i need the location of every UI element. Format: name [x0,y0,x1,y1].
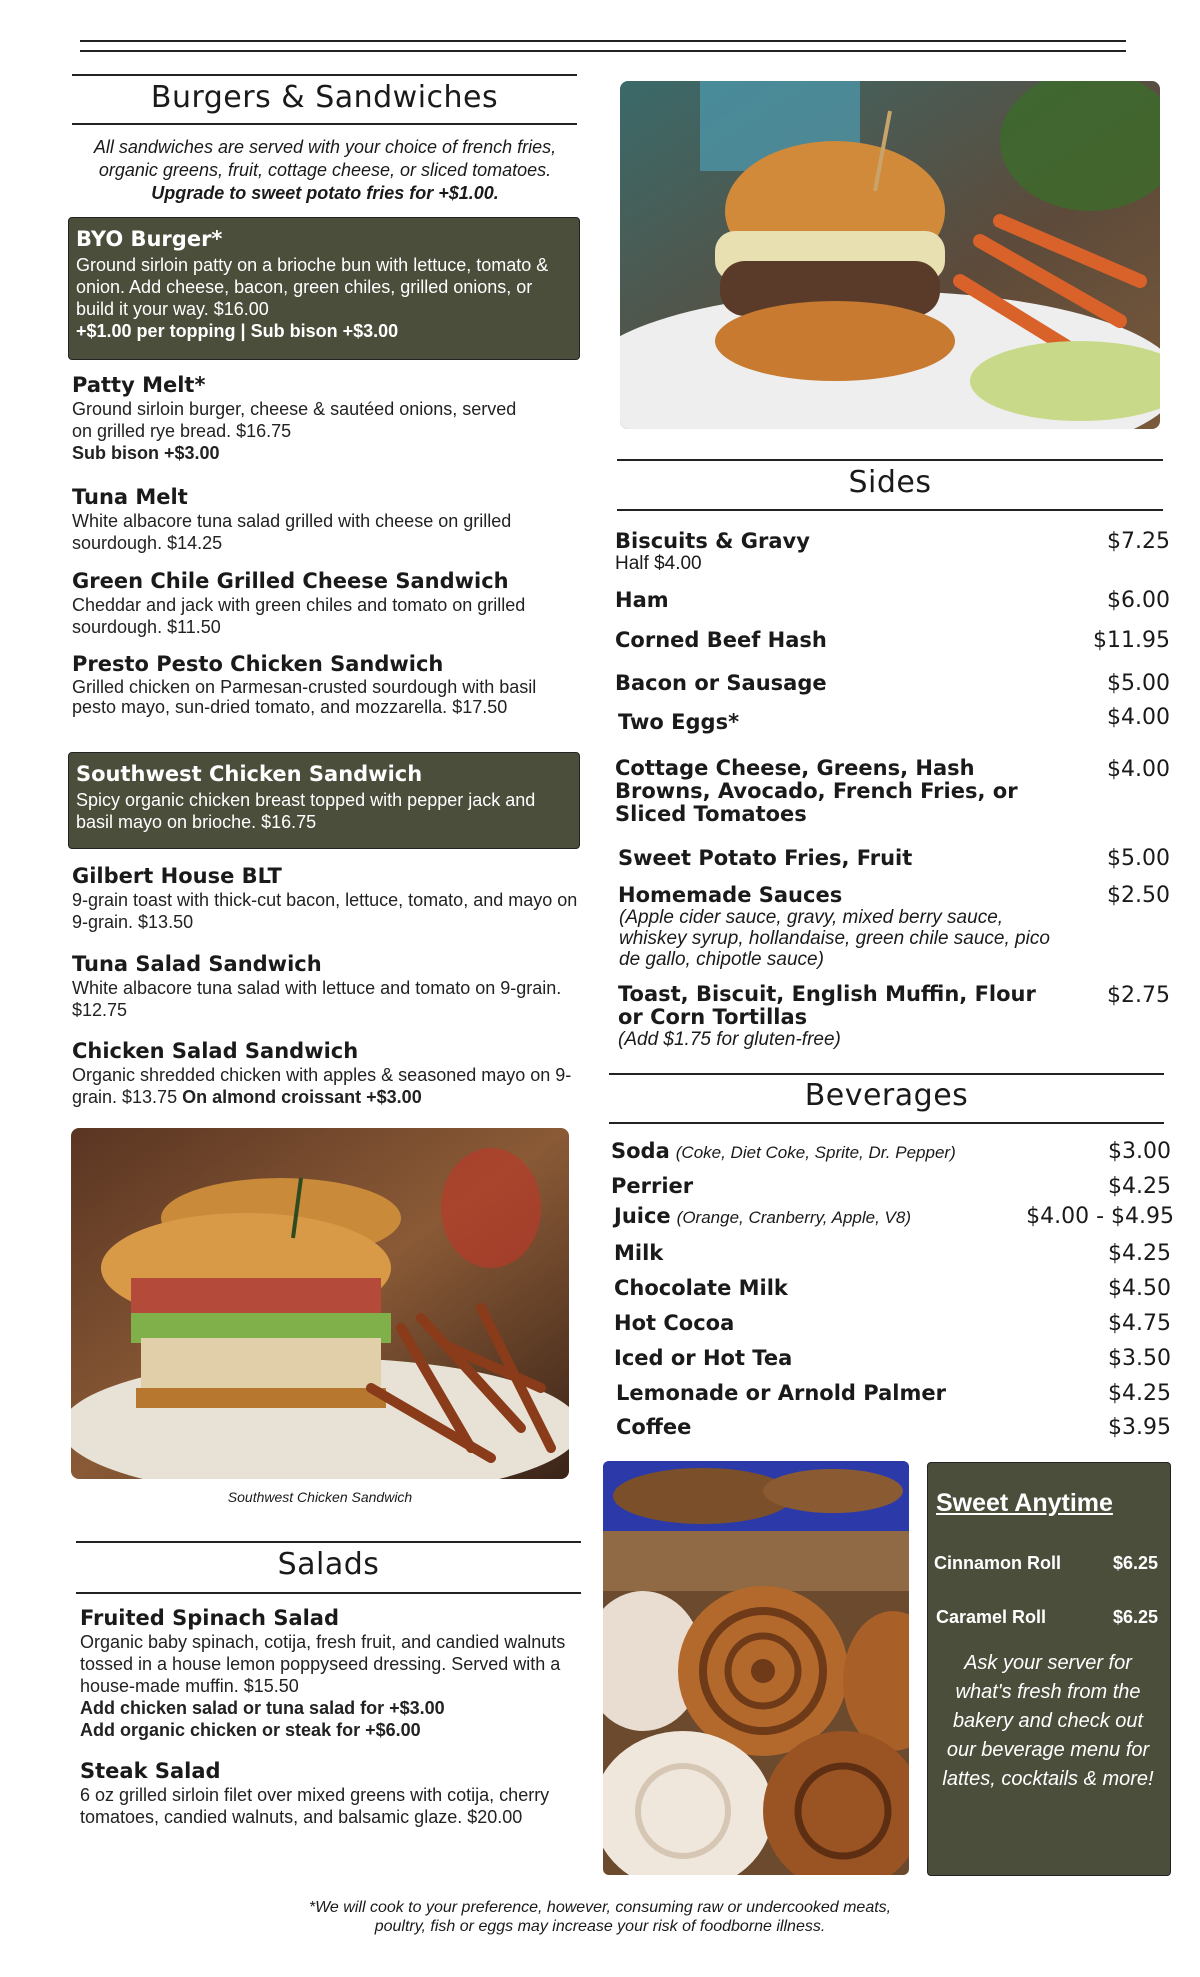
side-price: $7.25 [1107,529,1170,554]
menu-item [72,651,582,717]
item-desc: Cheddar and jack with green chiles and tomato on grilled sourdough. $11.50 [72,595,526,637]
bev-name: Coffee [616,1415,692,1439]
sweet-item-name: Cinnamon Roll [934,1553,1061,1573]
side-name: Sweet Potato Fries, Fruit [618,846,913,870]
sweet-item [934,1553,1158,1574]
bev-note: (Coke, Diet Coke, Sprite, Dr. Pepper) [675,1143,956,1162]
side-item [615,846,1170,870]
burger-photo [620,81,1160,429]
bev-name: Perrier [611,1174,694,1198]
side-price: $6.00 [1107,588,1170,613]
side-price: $2.50 [1107,883,1170,908]
side-name: Two Eggs* [618,710,740,734]
item-name: Presto Pesto Chicken Sandwich [72,652,444,676]
bev-name: Hot Cocoa [614,1311,735,1335]
burgers-rule-bottom [72,123,577,125]
southwest-chicken-sandwich-photo [71,1128,569,1479]
photo-caption: Southwest Chicken Sandwich [227,1489,413,1505]
item-desc: Spicy organic chicken breast topped with pepper jack and basil mayo on brioche. $16.75 [76,790,536,832]
salads-title: Salads [277,1547,380,1582]
side-price: $4.00 [1107,705,1170,730]
sides-rule-bottom [617,509,1163,511]
footer-line: poultry, fish or eggs may increase your risk of foodborne illness. [374,1918,826,1935]
bev-name: Lemonade or Arnold Palmer [616,1381,946,1405]
item-name: Fruited Spinach Salad [80,1606,340,1630]
side-sub: (Add $1.75 for gluten-free) [618,1029,841,1050]
menu-item [72,568,572,638]
burgers-rule-top [72,74,577,76]
item-name: Tuna Melt [72,485,188,509]
burgers-intro [60,136,590,205]
side-name: Bacon or Sausage [615,671,827,695]
menu-item [80,1605,585,1741]
menu-item [72,484,572,554]
item-extra: On almond croissant +$3.00 [182,1087,422,1107]
menu-item [72,1038,592,1108]
beverages-rule-bottom [609,1122,1164,1124]
intro-line: All sandwiches are served with your choice of french fries, [93,137,557,157]
item-desc: White albacore tuna salad grilled with cheese on grilled sourdough. $14.25 [72,511,512,553]
item-desc: Ground sirloin patty on a brioche bun with lettuce, tomato & onion. Add cheese, bacon, green chiles, grilled onions, or build it your way. $16.00 [76,255,549,319]
sweet-item [936,1607,1158,1628]
sweet-item-price: $6.25 [1112,1553,1158,1573]
beverage-item [611,1174,1171,1202]
item-desc-text: Organic shredded chicken with apples & seasoned mayo on 9-grain. $13.75 [72,1065,572,1107]
sweet-note: Ask your server for what's fresh from the bakery and check out our beverage menu for lattes, cocktails & more! [942,1652,1154,1790]
footer-disclaimer [150,1898,1050,1936]
bev-price: $4.25 [1108,1174,1171,1199]
bev-price: $4.75 [1108,1311,1171,1336]
item-extra: Add organic chicken or steak for +$6.00 [80,1720,421,1740]
sweet-item-price: $6.25 [1112,1607,1158,1627]
side-item [615,588,1170,612]
side-price: $5.00 [1107,846,1170,871]
item-extra: Add chicken salad or tuna salad for +$3.00 [80,1698,445,1718]
item-name: Tuna Salad Sandwich [72,952,322,976]
item-desc: White albacore tuna salad with lettuce and tomato on 9-grain. $12.75 [72,978,562,1020]
side-price: $5.00 [1107,671,1170,696]
menu-item [72,951,582,1021]
side-item [615,883,1170,970]
beverage-item [611,1415,1171,1443]
sweet-title: Sweet Anytime [936,1489,1113,1517]
bev-price: $3.50 [1108,1346,1171,1371]
beverage-item [611,1204,1174,1232]
sides-title: Sides [848,465,932,500]
item-desc [72,1064,572,1108]
salads-rule-top [76,1541,581,1543]
item-name: Patty Melt* [72,373,206,397]
item-desc: Ground sirloin burger, cheese & sautéed onions, served on grilled rye bread. $16.75 [72,399,517,441]
side-name: Toast, Biscuit, English Muffin, Flour or Corn Tortillas [618,982,1036,1029]
item-extra: +$1.00 per topping | Sub bison +$3.00 [76,321,399,341]
item-desc: 9-grain toast with thick-cut bacon, lettuce, tomato, and mayo on 9-grain. $13.50 [72,890,578,932]
side-name: Corned Beef Hash [615,628,827,652]
beverages-title: Beverages [804,1078,969,1113]
side-item [615,757,1170,826]
side-item [615,983,1170,1051]
sweet-anytime-box [927,1462,1171,1876]
item-extra: Sub bison +$3.00 [72,443,220,463]
beverage-item [611,1276,1171,1304]
item-desc: Organic baby spinach, cotija, fresh fruit, and candied walnuts tossed in a house lemon poppyseed dressing. Served with a house-made muffin. $15.50 [80,1632,566,1696]
footer-line: *We will cook to your preference, however, consuming raw or undercooked meats, [308,1899,892,1916]
side-name: Homemade Sauces [618,883,843,907]
item-desc: Grilled chicken on Parmesan-crusted sourdough with basil pesto mayo, sun-dried tomato, and mozzarella. $17.50 [72,677,537,717]
beverage-item [611,1241,1171,1269]
side-name: Ham [615,588,669,612]
bev-price: $4.25 [1108,1381,1171,1406]
side-item [615,705,1170,734]
side-name: Biscuits & Gravy [615,529,810,553]
side-price: $11.95 [1093,628,1170,653]
side-item [615,671,1170,695]
southwest-chicken-box [68,752,580,849]
beverage-item [611,1311,1171,1339]
beverages-rule-top [609,1073,1164,1075]
beverage-item [611,1346,1171,1374]
beverage-item [611,1381,1171,1409]
salads-rule-bottom [76,1592,581,1594]
item-name: Chicken Salad Sandwich [72,1039,359,1063]
intro-upgrade: Upgrade to sweet potato fries for +$1.00. [151,183,499,203]
item-name: BYO Burger* [76,227,223,251]
item-name: Gilbert House BLT [72,864,282,888]
item-name: Green Chile Grilled Cheese Sandwich [72,569,509,593]
side-price: $2.75 [1107,983,1170,1008]
top-rule-1 [80,40,1126,42]
bev-name: Juice [614,1204,671,1228]
menu-item [72,863,582,933]
sides-rule-top [617,459,1163,461]
bev-price: $3.95 [1108,1415,1171,1440]
bev-price: $4.50 [1108,1276,1171,1301]
side-item [615,628,1170,652]
bev-name: Soda [611,1139,670,1163]
menu-item [72,372,582,464]
intro-line: organic greens, fruit, cottage cheese, or sliced tomatoes. [98,160,552,180]
bev-price: $4.00 - $4.95 [1026,1204,1174,1229]
item-name: Southwest Chicken Sandwich [76,762,423,786]
side-price: $4.00 [1107,757,1170,782]
byo-burger-box [68,217,580,360]
side-sub: Half $4.00 [615,553,702,574]
side-sub: (Apple cider sauce, gravy, mixed berry sauce, whiskey syrup, hollandaise, green chile sauce, pico de gallo, chipotle sauce) [619,907,1050,970]
bev-note: (Orange, Cranberry, Apple, V8) [676,1208,911,1227]
side-name: Cottage Cheese, Greens, Hash Browns, Avocado, French Fries, or Sliced Tomatoes [615,756,1018,826]
cinnamon-roll-photo [603,1461,909,1875]
side-item [615,529,1170,575]
item-desc: 6 oz grilled sirloin filet over mixed greens with cotija, cherry tomatoes, candied walnuts, and balsamic glaze. $20.00 [80,1785,550,1827]
bev-price: $4.25 [1108,1241,1171,1266]
top-rule-2 [80,50,1126,52]
bev-name: Chocolate Milk [614,1276,788,1300]
beverage-item [611,1139,1171,1167]
bev-name: Milk [614,1241,664,1265]
bev-price: $3.00 [1108,1139,1171,1164]
menu-item [80,1758,585,1828]
sweet-item-name: Caramel Roll [936,1607,1047,1627]
item-name: Steak Salad [80,1759,221,1783]
burgers-title: Burgers & Sandwiches [150,80,499,115]
bev-name: Iced or Hot Tea [614,1346,793,1370]
